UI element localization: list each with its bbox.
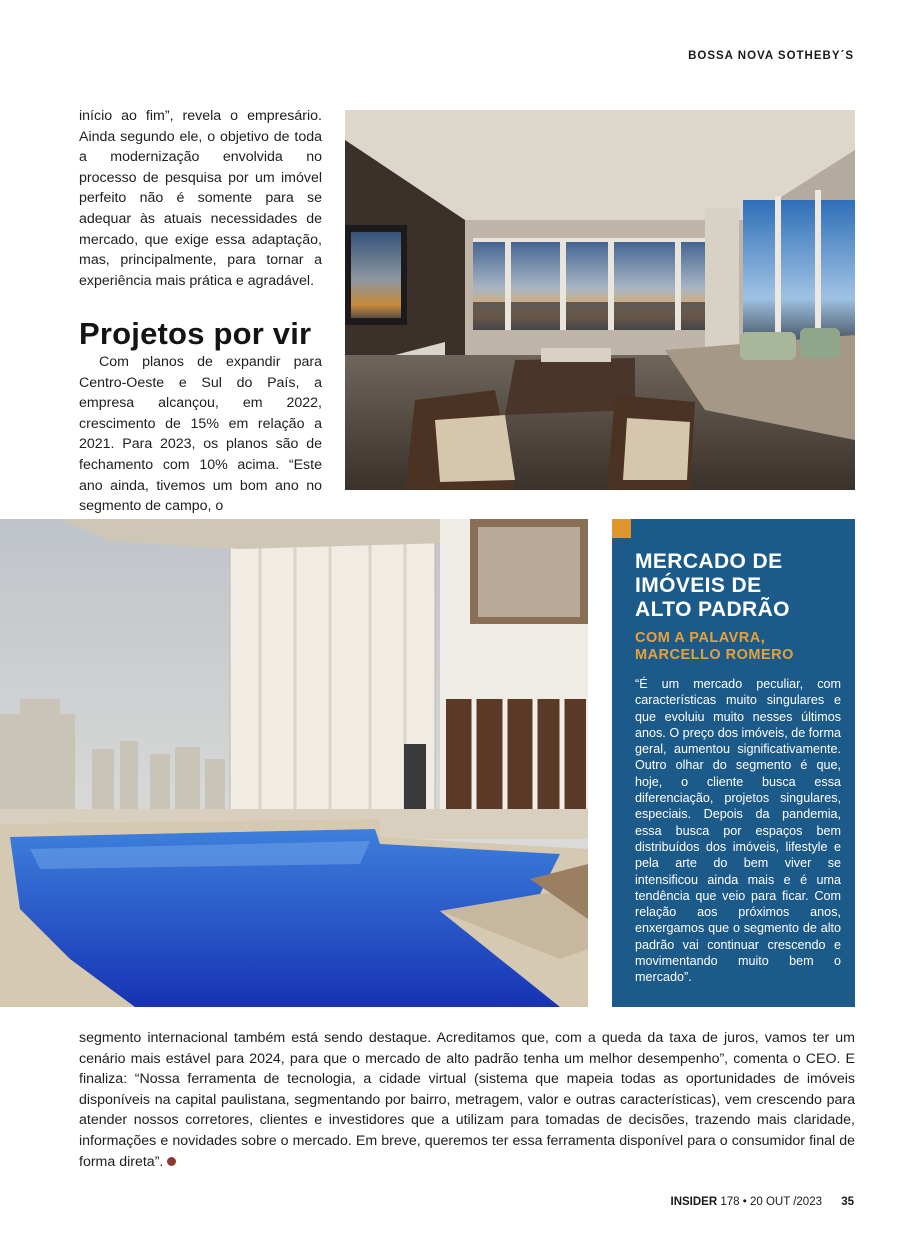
- page-footer: [671, 1196, 855, 1208]
- article-column-intro: [79, 106, 322, 291]
- sidebar-title: [635, 550, 790, 622]
- section-heading: Projetos por vir: [79, 316, 312, 351]
- intro-paragraph: início ao fim”, revela o empresário. Ainda segundo ele, o objetivo de toda a modernização envolvida no processo de pesquisa por um imóvel perfeito não é somente para se adequar às atuais necessidades de mercado, que exige essa adaptação, mas, principalmente, para tornar a experiência mais prática e agradável.: [79, 108, 322, 289]
- page-number: 35: [841, 1196, 854, 1208]
- accent-square: [612, 519, 631, 538]
- article-column-projects: [79, 352, 322, 517]
- sidebar-title-line: ALTO PADRÃO: [635, 598, 790, 621]
- bottom-paragraph-text: segmento internacional também está sendo destaque. Acreditamos que, com a queda da taxa de juros, vamos ter um cenário mais estável para 2024, para que o mercado de alto padrão tenha um melhor desempenho”, comenta o CEO. E finaliza: “Nossa ferramenta de tecnologia, a cidade virtual (sistema que mapeia todas as oportunidades de imóveis disponíveis na capital paulistana, segmentando por bairro, metragem, valor e outras características), vem crescendo para atender nossos corretores, clientes e investidores que a utilizam para tomadas de decisões, trazendo mais claridade, informações e novidades sobre o mercado. Em breve, queremos ter essa ferramenta disponível para o consumidor final de forma direta”.: [79, 1030, 855, 1170]
- pool-illustration: [0, 519, 588, 1007]
- living-room-illustration: [345, 110, 855, 490]
- magazine-section-header: BOSSA NOVA SOTHEBY´S: [688, 50, 854, 62]
- issue-info: 178 • 20 OUT /2023: [720, 1196, 822, 1208]
- sidebar-quote: “É um mercado peculiar, com características muito singulares e que evoluiu muito nesses últimos anos. O preço dos imóveis, de forma geral, aumentou significativamente. Outro olhar do segmento é que, hoje, o cliente busca essa diferenciação, projetos singulares, especiais. Depois da pandemia, essa busca por espaços bem distribuídos dos imóveis, lifestyle e pela arte do bem viver se intensificou ainda mais e é uma tendência que veio para ficar. Com relação aos próximos anos, enxergamos que o segmento de alto padrão vai continuar crescendo e movimentando muito bem o mercado”.: [635, 677, 841, 985]
- magazine-name: INSIDER: [670, 1196, 718, 1208]
- article-bottom-paragraph: [79, 1028, 855, 1172]
- projects-paragraph: Com planos de expandir para Centro-Oeste e Sul do País, a empresa alcançou, em 2022, crescimento de 15% em relação a 2021. Para 2023, os planos são de fechamento com 10% acima. “Este ano ainda, tivemos um bom ano no segmento de campo, o: [79, 354, 322, 515]
- sidebar-title-line: IMÓVEIS DE: [635, 574, 762, 597]
- living-room-photo: [345, 110, 855, 490]
- sidebar-subtitle-line: COM A PALAVRA,: [635, 630, 766, 646]
- sidebar-title-line: MERCADO DE: [635, 550, 783, 573]
- sidebar-subtitle: [635, 630, 845, 664]
- sidebar-box: [612, 519, 855, 1007]
- sidebar-subtitle-line: MARCELLO ROMERO: [635, 647, 794, 663]
- end-of-article-icon: [167, 1157, 176, 1166]
- pool-photo: [0, 519, 588, 1007]
